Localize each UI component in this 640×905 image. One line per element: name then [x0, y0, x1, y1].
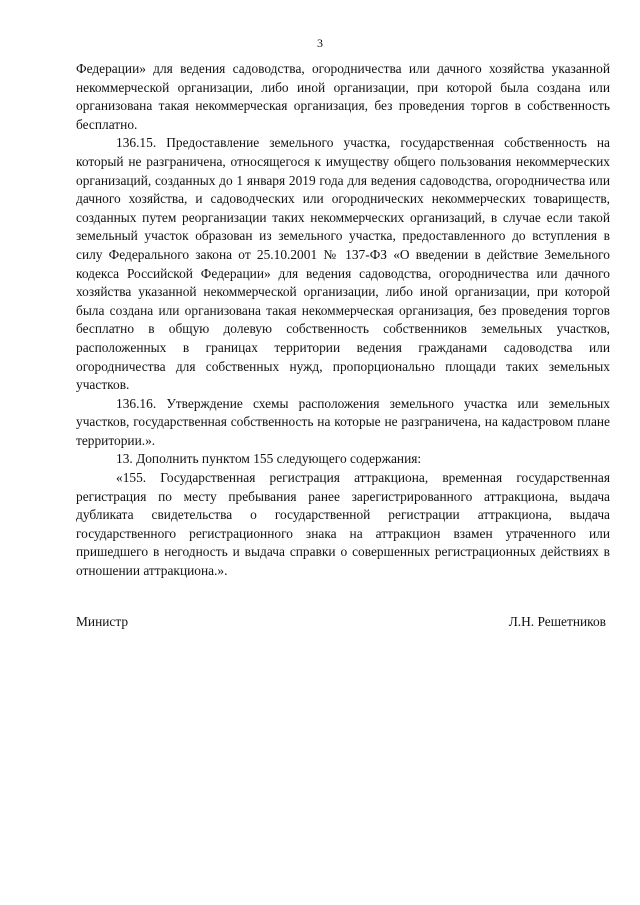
- paragraph-136-16: 136.16. Утверждение схемы расположения земельного участка или земельных участков, государственная собственность на которые не разграничена, на кадастровом плане территории.».: [76, 395, 610, 448]
- signatory-title: Министр: [76, 614, 129, 629]
- signatory-name: Л.Н. Решетников: [508, 614, 606, 629]
- paragraph-continuation: Федерации» для ведения садоводства, огородничества или дачного хозяйства указанной некоммерческой организации, либо иной организации, при которой была создана или организована такая некоммерческая организация, без проведения торгов в собственность бесплатно.: [76, 61, 610, 132]
- paragraph-item-13: 13. Дополнить пунктом 155 следующего содержания:: [116, 451, 422, 467]
- paragraph-155: «155. Государственная регистрация аттракциона, временная государственная регистрация по месту пребывания ранее зарегистрированного аттракциона, выдача дубликата свидетельства о государственной регистрации аттракциона, выдача государственного регистрационного знака на аттракцион взамен утраченного или пришедшего в негодность и выдача справки о совершенных регистрационных действиях в отношении аттракциона.».: [76, 470, 610, 579]
- document-body: [76, 60, 610, 581]
- paragraph-136-15: 136.15. Предоставление земельного участка, государственная собственность на который не разграничена, относящегося к имуществу общего пользования некоммерческих организаций, созданных до 1 января 2019 года для ведения садоводства, огородничества или дачного хозяйства, и садоводческих или огороднических некоммерческих товариществ, созданных путем реорганизации таких некоммерческих организаций, в случае если такой земельный участок образован из земельного участка, предоставленного до вступления в силу Федерального закона от 25.10.2001 № 137-ФЗ «О введении в действие Земельного кодекса Российской Федерации» для ведения садоводства, огородничества или дачного хозяйства указанной некоммерческой организации, либо иной организации, при которой была создана или организована такая некоммерческая организация, без проведения торгов бесплатно в общую долевую собственность собственников земельных участков, расположенных в границах территории ведения гражданами садоводства или огородничества для собственных нужд, пропорционально площади таких земельных участков.: [76, 135, 610, 393]
- page-number: 3: [317, 36, 323, 50]
